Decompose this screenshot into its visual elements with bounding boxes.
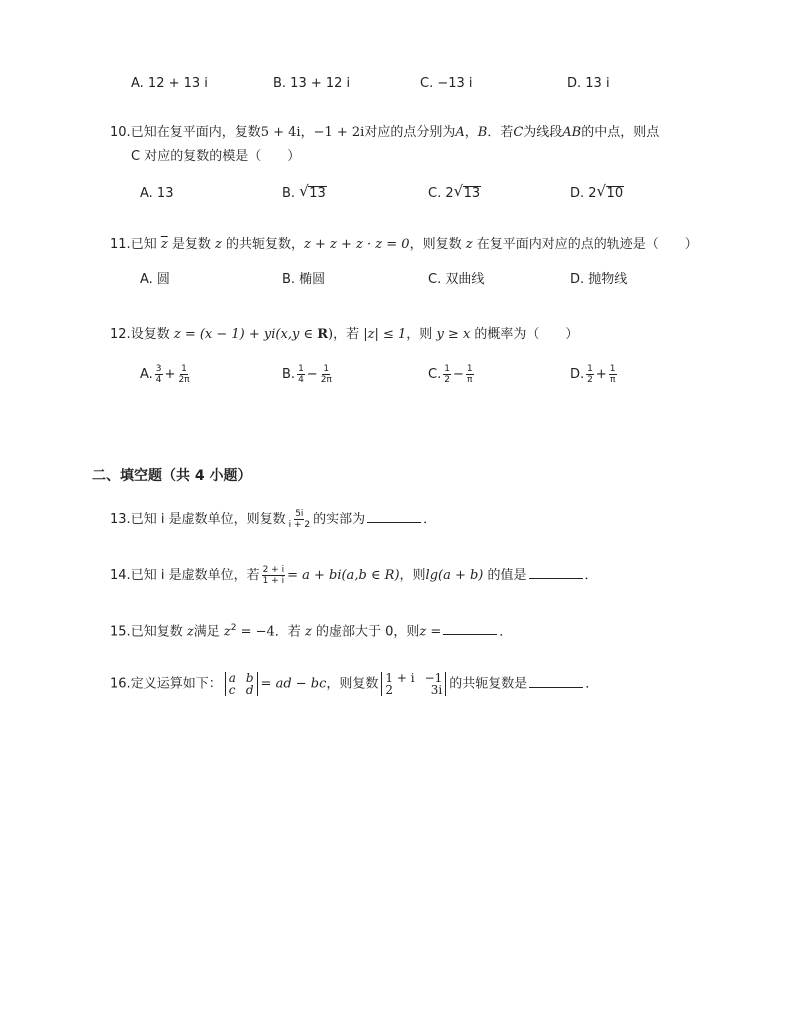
numerator: 2 + i (262, 565, 285, 575)
q10-sep: ， (464, 125, 478, 140)
q14-equation: = a + bi(a,b ∈ R) (287, 568, 400, 583)
denominator: 4 (298, 375, 304, 385)
radicand: 13 (309, 186, 326, 201)
fraction (177, 364, 190, 385)
operator: + (595, 367, 607, 382)
q15-z: z = (419, 624, 442, 640)
det-entry: 3i (430, 683, 443, 697)
det-entry: d (245, 683, 254, 697)
q16-text: 的共轭复数是 (449, 676, 528, 692)
q14-text: 已知 i 是虚数单位，若 (130, 568, 260, 583)
q13-text: 已知 i 是虚数单位，则复数 (130, 512, 286, 527)
q12-stem (110, 324, 578, 346)
q12-number: 12. (110, 327, 131, 342)
option-label: D. (570, 367, 585, 382)
q10-text: 已知在复平面内，复数 (130, 125, 261, 140)
det-entry: c (228, 683, 236, 697)
sqrt-radical: √ 10 (596, 182, 624, 201)
q12-real-set: R (317, 327, 328, 342)
denominator: π (609, 375, 616, 385)
q15-text: 满足 (193, 624, 220, 640)
q11-option-a[interactable]: A. 圆 (140, 272, 170, 287)
fraction (288, 509, 312, 530)
q9-option-a[interactable]: A. 12 + 13 i (131, 76, 208, 91)
denominator: 2π (178, 375, 190, 385)
det-entry: −1 (424, 671, 443, 685)
determinant (225, 672, 258, 696)
q12-option-a[interactable] (140, 364, 193, 385)
q13-end-punct: ． (423, 512, 437, 527)
denominator: 2π (320, 375, 332, 385)
q11-option-c[interactable]: C. 双曲线 (428, 272, 485, 287)
det-entry: b (245, 671, 254, 685)
q15-end-punct: ． (499, 624, 513, 640)
q11-text: ，则复数 (409, 237, 462, 252)
q15-z: z (186, 624, 194, 640)
q16-answer-blank[interactable] (529, 673, 583, 688)
fraction (320, 364, 333, 385)
operator: − (306, 367, 318, 382)
numerator: 1 (323, 364, 330, 374)
q10-text: 对应的点分别为 (364, 125, 456, 140)
q11-option-d[interactable]: D. 抛物线 (570, 272, 628, 287)
option-label: C. (428, 367, 442, 382)
q14-text: 的值是 (487, 568, 527, 583)
q11-text: 已知 (130, 237, 157, 252)
q11-z: z (215, 237, 222, 252)
denominator: 2 (587, 375, 593, 385)
det-entry: 1 + i (385, 671, 415, 685)
numerator: 1 (444, 364, 450, 374)
q15-text: ．若 (274, 624, 301, 640)
numerator: 5i (295, 509, 304, 519)
q15-text: 的虚部大于 0，则 (315, 624, 420, 640)
q12-option-c[interactable] (428, 364, 476, 385)
radicand: 10 (606, 186, 624, 201)
q13-text: 的实部为 (313, 512, 366, 527)
q10-text: ．若 (487, 125, 514, 140)
q11-number: 11. (110, 237, 131, 252)
q10-text: 为线段 (523, 125, 563, 140)
q12-inequality: y ≥ x (436, 327, 471, 342)
q11-stem (110, 234, 698, 256)
denominator: π (467, 375, 473, 385)
fraction (586, 364, 594, 385)
q10-sep: ， (300, 125, 314, 140)
q13-number: 13. (110, 512, 131, 527)
q10-segment-ab: AB (562, 125, 582, 140)
q11-text: 是复数 (171, 237, 211, 252)
q10-stem-line2: C 对应的复数的模是（ ） (131, 149, 301, 164)
q12-condition: |z| ≤ 1 (363, 327, 407, 342)
operator: + (164, 367, 176, 382)
q10-option-c[interactable] (428, 184, 481, 204)
numerator: 1 (181, 364, 187, 374)
denominator: i + 2 (288, 520, 311, 530)
q10-point-c: C (513, 125, 524, 140)
q16-end-punct: ． (585, 676, 599, 692)
det-entry: 2 (385, 683, 394, 697)
q10-number: 10. (110, 125, 131, 140)
q12-options (0, 364, 794, 384)
q13-stem (110, 508, 436, 531)
q14-log-expression: lg(a + b) (425, 568, 484, 583)
determinant (381, 672, 446, 696)
radicand: 13 (463, 186, 481, 201)
q10-option-d[interactable] (570, 184, 624, 204)
q10-point-a: A (455, 125, 465, 140)
q13-answer-blank[interactable] (367, 508, 421, 523)
sqrt-radical: √ 13 (299, 182, 326, 201)
q9-option-c[interactable]: C. −13 i (420, 76, 473, 91)
q12-text: ，则 (406, 327, 433, 342)
denominator: 4 (155, 375, 162, 385)
q12-paren: ) (328, 327, 334, 342)
q10-option-d-label: D. 2 (570, 186, 597, 201)
numerator: 1 (298, 364, 304, 374)
q12-option-d[interactable] (570, 364, 619, 385)
q15-equation: = −4 (240, 624, 275, 640)
q12-option-b[interactable] (282, 364, 335, 385)
q15-z: z (304, 624, 312, 640)
q16-stem (110, 672, 598, 696)
q14-answer-blank[interactable] (529, 564, 583, 579)
q11-options (0, 270, 794, 290)
q11-text: 在复平面内对应的点的轨迹是（ ） (476, 237, 698, 252)
q11-equation: z + z + z · z = 0 (304, 237, 410, 252)
numerator: 1 (587, 364, 593, 374)
q10-z1: 5 + 4i (260, 125, 301, 140)
q15-answer-blank[interactable] (443, 620, 497, 635)
q16-number: 16. (110, 676, 131, 692)
q14-end-punct: ． (584, 568, 598, 583)
q15-number: 15. (110, 624, 131, 640)
q15-text: 已知复数 (130, 624, 183, 640)
q16-definition: = ad − bc (260, 676, 327, 692)
q11-z: z (465, 237, 473, 252)
q12-equation: z = (x − 1) + yi(x,y ∈ (173, 327, 318, 342)
q16-text: ，则复数 (326, 676, 379, 692)
denominator: 1 + i (262, 576, 285, 586)
denominator: 2 (444, 375, 450, 385)
option-label: A. (140, 367, 153, 382)
q15-z: z (223, 624, 231, 640)
q9-option-b[interactable]: B. 13 + 12 i (273, 76, 351, 91)
q11-text: 的共轭复数， (226, 237, 305, 252)
q10-option-b[interactable] (282, 184, 327, 204)
q11-option-b[interactable]: B. 椭圆 (282, 272, 326, 287)
q16-text: 定义运算如下： (130, 676, 222, 692)
numerator: 3 (155, 364, 162, 374)
section-title-fill-in: 二、填空题（共 4 小题） (92, 468, 252, 484)
q15-stem (110, 617, 512, 643)
numerator: 1 (466, 364, 473, 374)
q9-options (0, 74, 794, 94)
fraction (609, 364, 617, 385)
fraction (297, 364, 305, 385)
q10-option-a[interactable]: A. 13 (140, 186, 174, 201)
q14-text: ，则 (399, 568, 426, 583)
q10-option-b-label: B. (282, 186, 296, 201)
q11-zbar: $\overline{z}$ (160, 237, 168, 252)
fraction (466, 364, 474, 385)
operator: − (452, 367, 464, 382)
option-label: B. (282, 367, 296, 382)
q10-point-b: B (477, 125, 488, 140)
fraction (262, 565, 286, 586)
q14-stem (110, 564, 598, 587)
q12-text: 的概率为（ ） (474, 327, 579, 342)
sqrt-radical: √ 13 (453, 182, 481, 201)
q12-text: 设复数 (130, 327, 170, 342)
fraction (443, 364, 451, 385)
q14-number: 14. (110, 568, 131, 583)
q10-text: 的中点，则点 (581, 125, 660, 140)
q15-exponent: 2 (230, 623, 237, 633)
q10-option-c-label: C. 2 (428, 186, 454, 201)
q12-text: ，若 (333, 327, 360, 342)
q10-z2: −1 + 2i (313, 125, 365, 140)
fraction (155, 364, 163, 385)
det-entry: a (228, 671, 236, 685)
numerator: 1 (609, 364, 616, 374)
q10-options (0, 184, 794, 204)
q9-option-d[interactable]: D. 13 i (567, 76, 610, 91)
q10-stem-line1 (110, 122, 659, 144)
